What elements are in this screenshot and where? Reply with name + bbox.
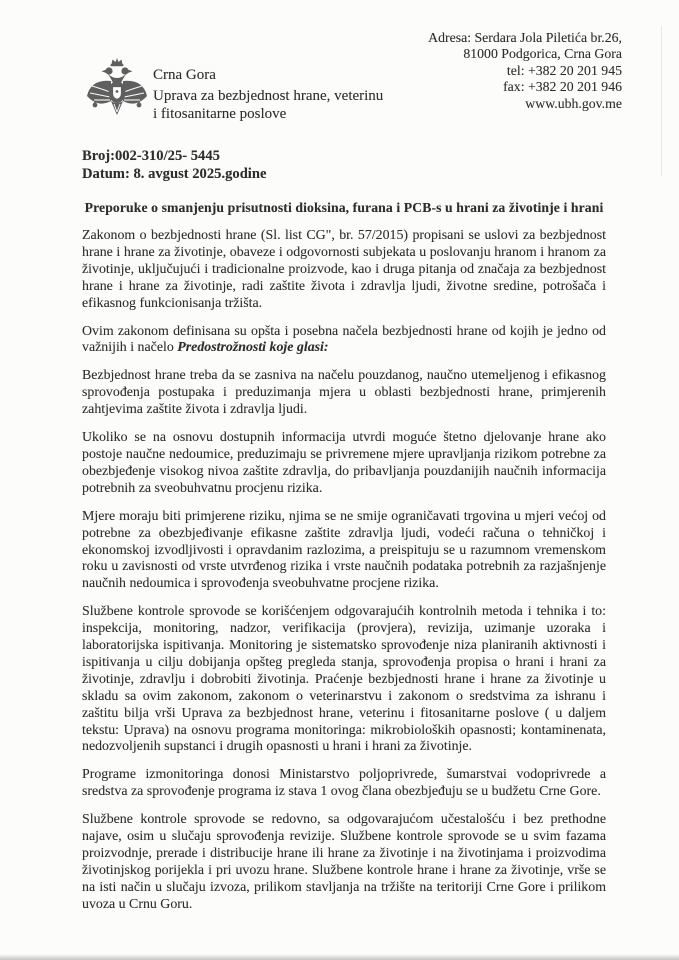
- scan-artifact-right-edge: [661, 26, 662, 176]
- reference-block: [82, 147, 266, 183]
- paragraph-monitoring-programs: Programe izmonitoringa donosi Ministarstvo poljoprivrede, šumarstvai vodoprivrede a sredstva za sprovođenje programa iz stava 1 ovog člana obezbjeđuju se u budžetu Crne Gore.: [82, 767, 606, 800]
- paragraph-risk-measures: Mjere moraju biti primjerene riziku, njima se ne smije ograničavati trgovina u mjeri većoj od potrebne za obezbjeđivanje efikasne zaštite zdravlja ljudi, vodeći računa o tehničkoj i ekonomskoj izvodljivosti i opravdanim razlozima, a preispituju se u razumnom vremenskom roku u zavisnosti od vrste utvrđenog rizika i vrste naučnih podataka potrebnih za razjašnjenje naučnih nedoumica i sprovođenja sveobuhvatne procjene rizika.: [82, 508, 606, 592]
- paragraph-law-intro: Zakonom o bezbjednosti hrane (Sl. list CG", br. 57/2015) propisani se uslovi za bezbjednost hrane i hrane za životinje, obaveze i odgovornosti subjekata u poslovanju hranom i hranom za životinje, uključujući i tradicionalne proizvode, kao i druga pitanja od značaja za bezbjednost hrane i hrane za životinje, radi zaštite života i zdravlja ljudi, životne sredine, potrošača i efikasnog funkcionisanja tržišta.: [82, 228, 606, 311]
- phone-line: tel: +382 20 201 945: [506, 62, 622, 78]
- reference-number: Broj:002-310/25- 5445: [82, 148, 220, 164]
- paragraph-principles: [82, 324, 606, 358]
- paragraph-controls-frequency: Službene kontrole sprovode se redovno, sa odgovarajućom učestalošću i bez prethodne najave, osim u slučaju sprovođenja revizije. Službene kontrole sprovode se u svim fazama proizvodnje, prerade i distribucije hrane ili hrane za životinje i na životinjama i proizvodima životinjskog porijekla i pri uvozu hrane. Službene kontrole hrane i hrane za životinje, vrše se na isti način u slučaju izvoza, prilikom stavljanja na tržište na teritoriji Crne Gore i prilikom uvoza u Crnu Goru.: [82, 812, 606, 912]
- paragraph-provisional-measures: Ukoliko se na osnovu dostupnih informacija utvrdi moguće štetno djelovanje hrane ako postoje naučne nedoumice, preduzimaju se privremene mjere upravljanja rizikom potrebne za obezbjeđenje visokog nivoa zaštite zdravlja, do pribavljanja pouzdanijih naučnih informacija potrebnih za sveobuhvatnu procjenu rizika.: [82, 430, 606, 496]
- contact-block: [428, 30, 622, 112]
- address-line-2: 81000 Podgorica, Crna Gora: [463, 46, 622, 62]
- montenegro-coat-of-arms-icon: [84, 56, 150, 120]
- website-line: www.ubh.gov.me: [525, 95, 622, 111]
- fax-line: fax: +382 20 201 946: [503, 79, 622, 95]
- paragraph-official-controls: Službene kontrole sprovode se korišćenjem odgovarajućih kontrolnih metoda i tehnika i to: inspekcija, monitoring, nadzor, verifikacija (provjera), revizija, uzimanje uzoraka i laboratorijska ispitivanja. Monitoring je sistematsko sprovođenje niza planiranih aktivnosti i ispitivanja u cilju dobijanja opšteg pregleda stanja, sprovođenja propisa o hrani i hrani za životinje, zdravlju i dobrobiti životinja. Praćenje bezbjednosti hrane i hrane za životinje u skladu sa ovim zakonom, zakonom o veterinarstvu i zakonom o sredstvima za ishranu i zaštitu bilja vrši Uprava za bezbjednost hrane, veterinu i fitosanitarne poslove ( u daljem tekstu: Uprava) na osnovu programa monitoringa: mikrobioloških opasnosti; kontaminenata, nedozvoljenih supstanci i drugih opasnosti u hrani i hrani za životinje.: [82, 604, 606, 755]
- paragraph-principles-text: Ovim zakonom definisana su opšta i posebna načela bezbjednosti hrane od kojih je jedno od važnijih i načelo: [82, 323, 606, 356]
- address-line-1: Adresa: Serdara Jola Piletića br.26,: [428, 30, 622, 45]
- precaution-principle-emphasis: Predostrožnosti koje glasi:: [177, 340, 329, 356]
- organization-block: [153, 66, 383, 123]
- reference-date: Datum: 8. avgust 2025.godine: [82, 166, 267, 182]
- org-department-line1: Uprava za bezbjednost hrane, veterinu: [153, 88, 384, 104]
- scan-artifact-bottom-edge: [0, 954, 679, 960]
- org-country: Crna Gora: [153, 67, 216, 83]
- org-department-line2: i fitosanitarne poslove: [153, 106, 287, 122]
- paragraph-food-safety-basis: Bezbjednost hrane treba da se zasniva na načelu pouzdanog, naučno utemeljenog i efikasnog sprovođenja postupaka i preduzimanja mjera u oblasti bezbjednosti hrane, primjerenih zahtjevima zaštite života i zdravlja ljudi.: [82, 368, 606, 418]
- document-title: Preporuke o smanjenju prisutnosti dioksina, furana i PCB-s u hrani za životinje i hrani: [84, 200, 604, 215]
- document-body: [82, 228, 606, 925]
